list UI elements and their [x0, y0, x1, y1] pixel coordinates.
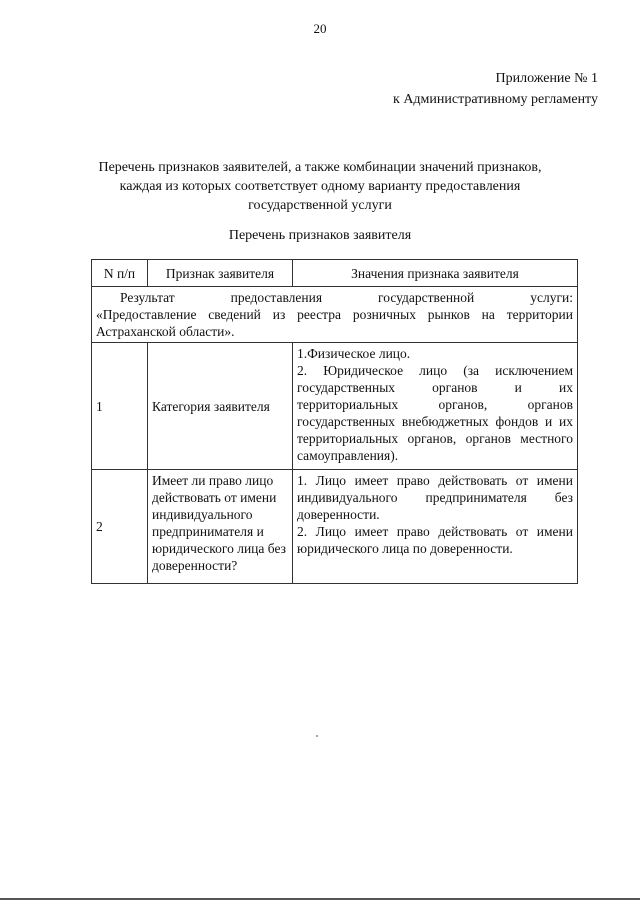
- row-values: [293, 343, 578, 470]
- result-row: [92, 287, 578, 343]
- scan-speck: [316, 735, 318, 737]
- header-values: Значения признака заявителя: [293, 260, 578, 287]
- row-value-item: 2. Юридическое лицо (за исключением государственных органов и их территориальных органов, органов государственных внебюджетных фондов и их территориальных органов, органов местного самоуправления).: [297, 363, 573, 463]
- row-value-item: 1. Лицо имеет право действовать от имени индивидуального предпринимателя без доверенности.: [297, 473, 573, 522]
- result-line-1-wrap: [96, 289, 573, 306]
- result-line-3: Астраханской области».: [96, 324, 235, 339]
- document-title: [80, 158, 560, 215]
- row-feature: Категория заявителя: [148, 343, 293, 470]
- row-value-item: 1.Физическое лицо.: [297, 346, 411, 361]
- scan-bottom-edge: [0, 898, 640, 900]
- appendix-header: [393, 68, 598, 110]
- page-number: 20: [313, 21, 327, 36]
- result-cell: [92, 287, 578, 343]
- header-number: N п/п: [92, 260, 148, 287]
- row-number: 2: [92, 470, 148, 584]
- appendix-line-2: к Административному регламенту: [393, 92, 598, 107]
- appendix-line-1: Приложение № 1: [495, 71, 598, 86]
- header-feature: Признак заявителя: [148, 260, 293, 287]
- document-title-line-3: государственной услуги: [248, 198, 392, 213]
- row-values: [293, 470, 578, 584]
- table-row: [92, 343, 578, 470]
- result-line-1: Результат предоставления государственной услуги:: [120, 290, 573, 305]
- row-number: 1: [92, 343, 148, 470]
- result-line-2: «Предоставление сведений из реестра розничных рынков на территории: [96, 307, 573, 322]
- table-row: [92, 470, 578, 584]
- applicant-features-table: [91, 259, 578, 584]
- document-title-line-2: каждая из которых соответствует одному варианту предоставления: [119, 179, 521, 194]
- row-value-item: 2. Лицо имеет право действовать от имени юридического лица по доверенности.: [297, 524, 573, 556]
- table-title: Перечень признаков заявителя: [228, 228, 412, 243]
- document-title-line-1: Перечень признаков заявителей, а также комбинации значений признаков,: [98, 160, 542, 175]
- row-feature: Имеет ли право лицо действовать от имени индивидуального предпринимателя и юридического лица без доверенности?: [148, 470, 293, 584]
- table-header-row: [92, 260, 578, 287]
